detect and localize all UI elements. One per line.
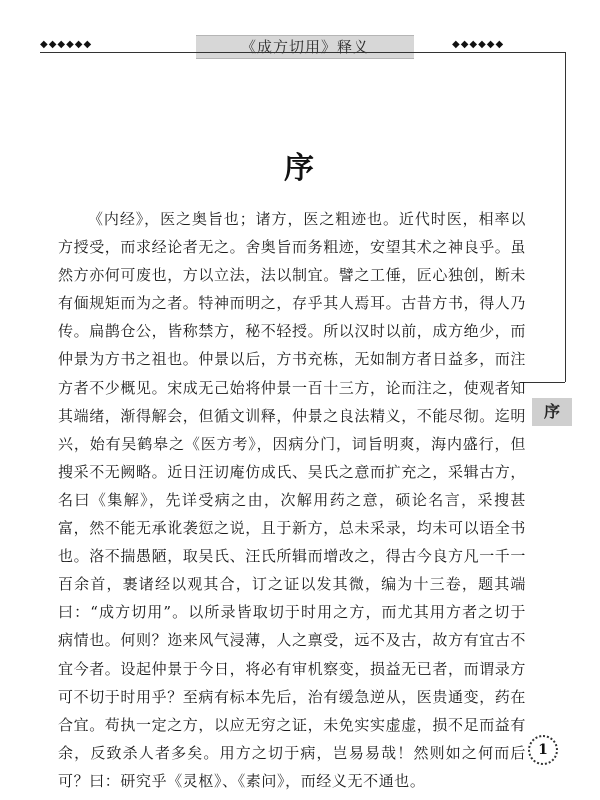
body-paragraph: 《内经》，医之奥旨也；诸方，医之粗迹也。近代时医，相率以方授受，而求经论者无之。舍奥旨而务粗迹，安望其术之神良乎。虽然方亦何可废也，方以立法，法以制宜。譬之工倕，匠心独创，断未有偭规矩而为之者。特神而明之，存乎其人焉耳。古昔方书，得人乃传。扁鹊仓公，皆称禁方，秘不轻授。所以汉时以前，成方绝少，而仲景为方书之祖也。仲景以后，方书充栋，无如制方者日益多，而注方者不少概见。宋成无己始将仲景一百十三方，论而注之，使观者知其端绪，渐得解会，但循文训释，仲景之良法精义，不能尽彻。迄明兴，始有吴鹤皋之《医方考》，因病分门，词旨明爽，海内盛行，但搜采不无阙略。近日汪讱庵仿成氏、吴氏之意而扩充之，采辑古方，名曰《集解》，先详受病之由，次解用药之意，硕论名言，采搜甚富，然不能无承讹袭愆之说，且于新方，总未采录，均未可以语全书也。洛不揣愚陋，取吴氏、汪氏所辑而增改之，得古今良方凡一千一百余首，裹诸经以观其合，订之证以发其微，编为十三卷，题其端曰：“成方切用”。以所录皆取切于时用之方，而尤其用方者之切于病情也。何则？迩来风气浸薄，人之禀受，远不及古，故方有宜古不宜今者。设起仲景于今日，将必有审机察变，损益无已者，而谓录方可不切于时用乎？至病有标本先后，治有缓急逆从，医贵通变，药在合宜。苟执一定之方，以应无穷之证，未免实实虚虚，损不足而益有余，反致杀人者多矣。用方之切于病，岂易易哉！然则如之何而后可？曰：研究乎《灵枢》、《素问》，而经义无不通也。 bbox=[58, 210, 527, 790]
section-tab: 序 bbox=[532, 398, 572, 426]
header-ornament-left: ◆◆◆◆◆◆ bbox=[40, 39, 93, 50]
tab-connector-rule bbox=[520, 382, 565, 383]
page-title: 序 bbox=[284, 151, 316, 186]
running-header: 《成方切用》释义 bbox=[196, 35, 414, 59]
page-number: 1 bbox=[528, 735, 558, 765]
preface-body bbox=[58, 205, 526, 795]
header-ornament-right: ◆◆◆◆◆◆ bbox=[452, 39, 505, 50]
header-rule bbox=[40, 52, 565, 53]
margin-rule bbox=[565, 52, 566, 382]
